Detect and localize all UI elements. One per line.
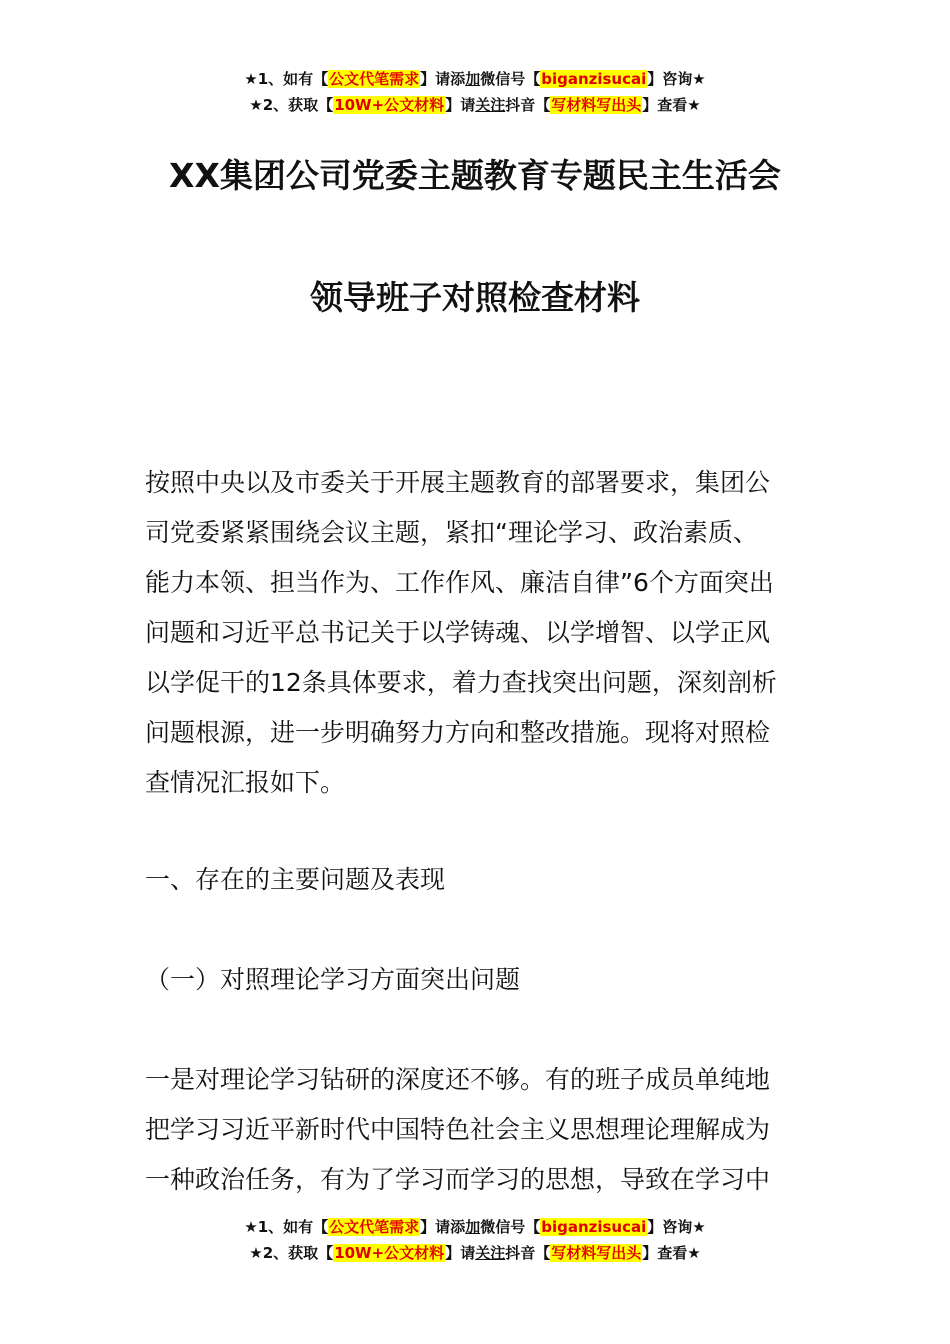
- materials-highlight: 10W+公文材料: [334, 96, 445, 114]
- service-highlight: 公文代笔需求: [329, 1218, 420, 1236]
- point-paragraph: [145, 1055, 807, 1205]
- douyin-id-highlight: 写材料写出头: [551, 96, 642, 114]
- wechat-id-highlight: biganzisucai: [541, 70, 647, 88]
- banner-line-1: ★1、如有【公文代笔需求】请添加微信号【biganzisucai】咨询★: [244, 70, 706, 88]
- banner-line-1: ★1、如有【公文代笔需求】请添加微信号【biganzisucai】咨询★: [244, 1218, 706, 1236]
- paragraph-line: 以学促干的12条具体要求，着力查找突出问题，深刻剖析: [145, 668, 777, 697]
- paragraph-line: 问题根源，进一步明确努力方向和整改措施。现将对照检: [145, 718, 771, 747]
- materials-highlight: 10W+公文材料: [334, 1244, 445, 1262]
- paragraph-line: 一种政治任务，有为了学习而学习的思想，导致在学习中: [145, 1165, 771, 1194]
- section-heading: 一、存在的主要问题及表现: [145, 865, 446, 894]
- banner-line-2: ★2、获取【10W+公文材料】请关注抖音【写材料写出头】查看★: [249, 1244, 701, 1262]
- footer-banner: [0, 1214, 950, 1266]
- document-title-line-1: XX集团公司党委主题教育专题民主生活会: [169, 156, 781, 195]
- paragraph-line: 按照中央以及市委关于开展主题教育的部署要求，集团公: [145, 468, 771, 497]
- douyin-id-highlight: 写材料写出头: [551, 1244, 642, 1262]
- paragraph-line: 查情况汇报如下。: [145, 768, 346, 797]
- paragraph-line: 问题和习近平总书记关于以学铸魂、以学增智、以学正风: [145, 618, 771, 647]
- header-banner: [0, 66, 950, 118]
- subsection-heading: （一）对照理论学习方面突出问题: [145, 965, 521, 994]
- paragraph-line: 把学习习近平新时代中国特色社会主义思想理论理解成为: [145, 1115, 771, 1144]
- paragraph-line: 能力本领、担当作为、工作作风、廉洁自律”6个方面突出: [145, 568, 774, 597]
- intro-paragraph: [145, 458, 807, 808]
- wechat-id-highlight: biganzisucai: [541, 1218, 647, 1236]
- document-title-line-2: 领导班子对照检查材料: [310, 278, 640, 317]
- paragraph-line: 司党委紧紧围绕会议主题，紧扣“理论学习、政治素质、: [145, 518, 758, 547]
- banner-line-2: ★2、获取【10W+公文材料】请关注抖音【写材料写出头】查看★: [249, 96, 701, 114]
- paragraph-line: 一是对理论学习钻研的深度还不够。有的班子成员单纯地: [145, 1065, 771, 1094]
- service-highlight: 公文代笔需求: [329, 70, 420, 88]
